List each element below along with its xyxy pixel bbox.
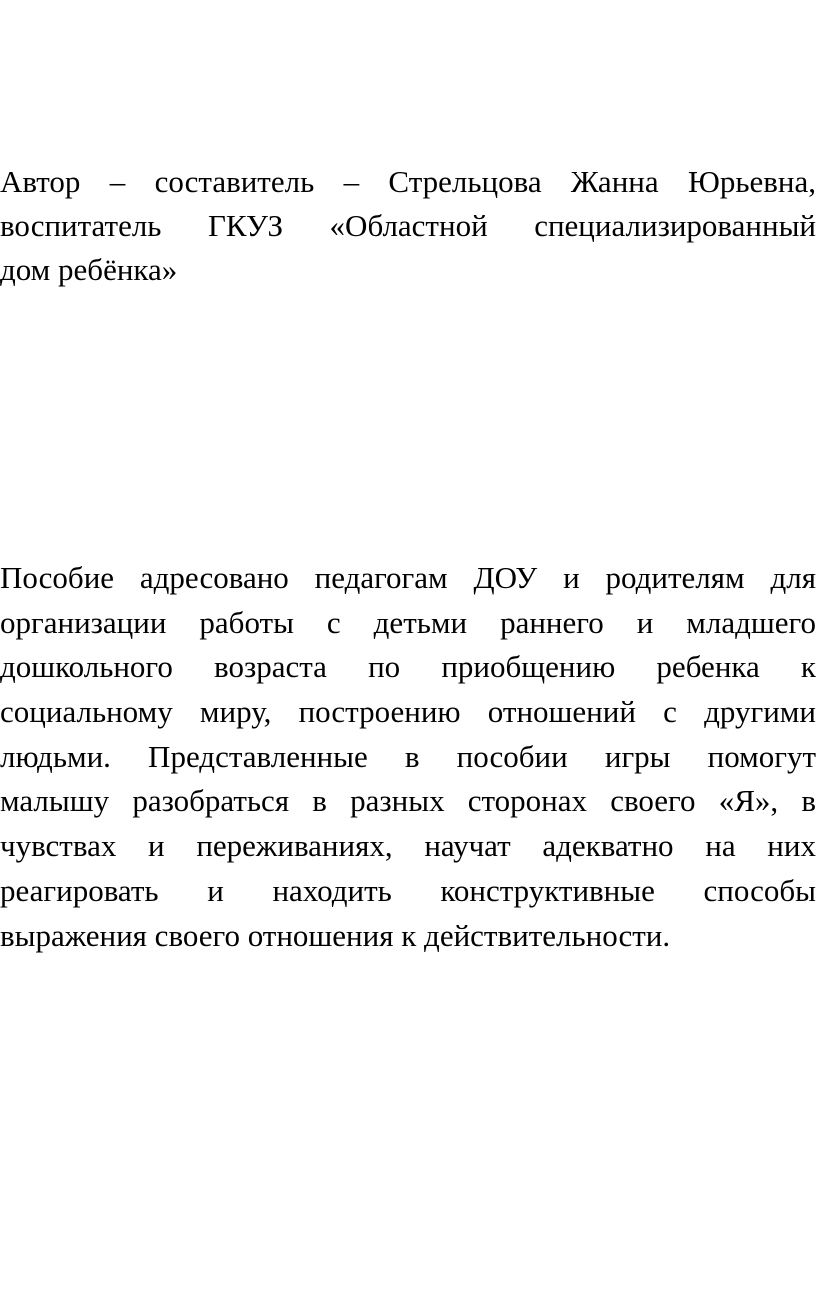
summary-line: реагировать и находить конструктивные способы: [0, 872, 816, 908]
summary-line: людьми. Представленные в пособии игры помогут: [0, 738, 816, 774]
summary-line: дошкольного возраста по приобщению ребенка к: [0, 649, 816, 685]
summary-line: выражения своего отношения к действительности.: [0, 917, 671, 953]
author-paragraph: [0, 160, 816, 292]
summary-line: чувствах и переживаниях, научат адекватно на них: [0, 828, 816, 864]
summary-paragraph: [0, 556, 816, 958]
summary-line: организации работы с детьми раннего и младшего: [0, 604, 816, 640]
author-line: Автор – составитель – Стрельцова Жанна Юрьевна,: [0, 164, 816, 199]
summary-line: Пособие адресовано педагогам ДОУ и родителям для: [0, 560, 816, 595]
author-line: воспитатель ГКУЗ «Областной специализированный: [0, 208, 816, 243]
summary-line: социальному миру, построению отношений с другими: [0, 694, 816, 730]
author-line: дом ребёнка»: [0, 252, 178, 287]
summary-line: малышу разобраться в разных сторонах своего «Я», в: [0, 783, 816, 819]
